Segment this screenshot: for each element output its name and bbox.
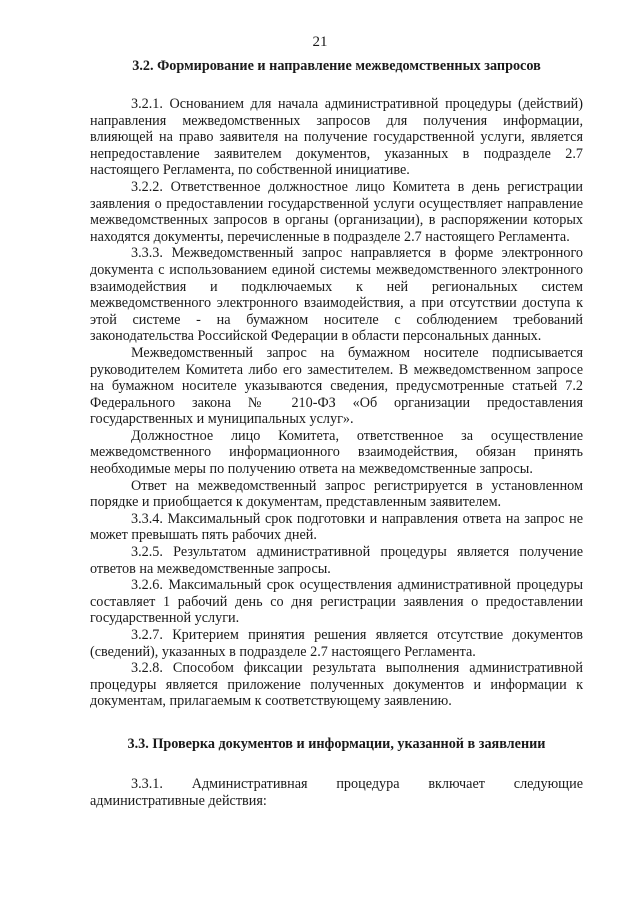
paragraph-3-2-1: 3.2.1. Основанием для начала административной процедуры (действий) направления межведомственных запросов для получения информации, влияющей на право заявителя на получение государственной услуги, является непредоставление заявителем документов, указанных в подразделе 2.7 настоящего Регламента, по собственной инициативе. bbox=[90, 96, 583, 179]
paragraph-3-3-4: 3.3.4. Максимальный срок подготовки и направления ответа на запрос не может превышать пять рабочих дней. bbox=[90, 510, 583, 544]
paragraph-3-3-1: 3.3.1. Административная процедура включает следующие административные действия: bbox=[90, 775, 583, 809]
paragraph-3-2-5: 3.2.5. Результатом административной процедуры является получение ответов на межведомственные запросы. bbox=[90, 544, 583, 577]
section-heading-3-3: 3.3. Проверка документов и информации, указанной в заявлении bbox=[127, 735, 546, 752]
page-content bbox=[90, 57, 583, 809]
paragraph-response-registration: Ответ на межведомственный запрос регистрируется в установленном порядке и приобщается к документам, представленным заявителем. bbox=[90, 477, 583, 511]
page-number: 21 bbox=[312, 34, 328, 50]
paragraph-paper-request: Межведомственный запрос на бумажном носителе подписывается руководителем Комитета либо его заместителем. В межведомственном запросе на бумажном носителе указываются сведения, предусмотренные статьей 7.2 Федерального закона № 210-ФЗ «Об организации предоставления государственных и муниципальных услуг». bbox=[90, 344, 583, 428]
paragraph-3-2-6: 3.2.6. Максимальный срок осуществления административной процедуры составляет 1 рабочий день со дня регистрации заявления о предоставлении государственной услуги. bbox=[90, 577, 583, 627]
paragraph-3-3-3: 3.3.3. Межведомственный запрос направляется в форме электронного документа с использованием единой системы межведомственного электронного взаимодействия и подключаемых к ней региональных систем межведомственного электронного взаимодействия, а при отсутствии доступа к этой системе - на бумажном носителе с соблюдением требований законодательства Российской Федерации в области персональных данных. bbox=[90, 245, 583, 345]
section-heading-3-2: 3.2. Формирование и направление межведомственных запросов bbox=[132, 58, 541, 74]
paragraph-3-2-7: 3.2.7. Критерием принятия решения является отсутствие документов (сведений), указанных в подразделе 2.7 настоящего Регламента. bbox=[90, 627, 583, 660]
paragraph-3-2-2: 3.2.2. Ответственное должностное лицо Комитета в день регистрации заявления о предоставлении государственной услуги осуществляет направление межведомственных запросов в органы (организации), в распоряжении которых находятся документы, перечисленные в подразделе 2.7 настоящего Регламента. bbox=[90, 178, 583, 245]
paragraph-3-2-8: 3.2.8. Способом фиксации результата выполнения административной процедуры является приложение полученных документов и информации к документам, прилагаемым к соответствующему заявлению. bbox=[90, 660, 583, 710]
paragraph-responsible-official: Должностное лицо Комитета, ответственное за осуществление межведомственного информационного взаимодействия, обязан принять необходимые меры по получению ответа на межведомственные запросы. bbox=[90, 427, 583, 478]
